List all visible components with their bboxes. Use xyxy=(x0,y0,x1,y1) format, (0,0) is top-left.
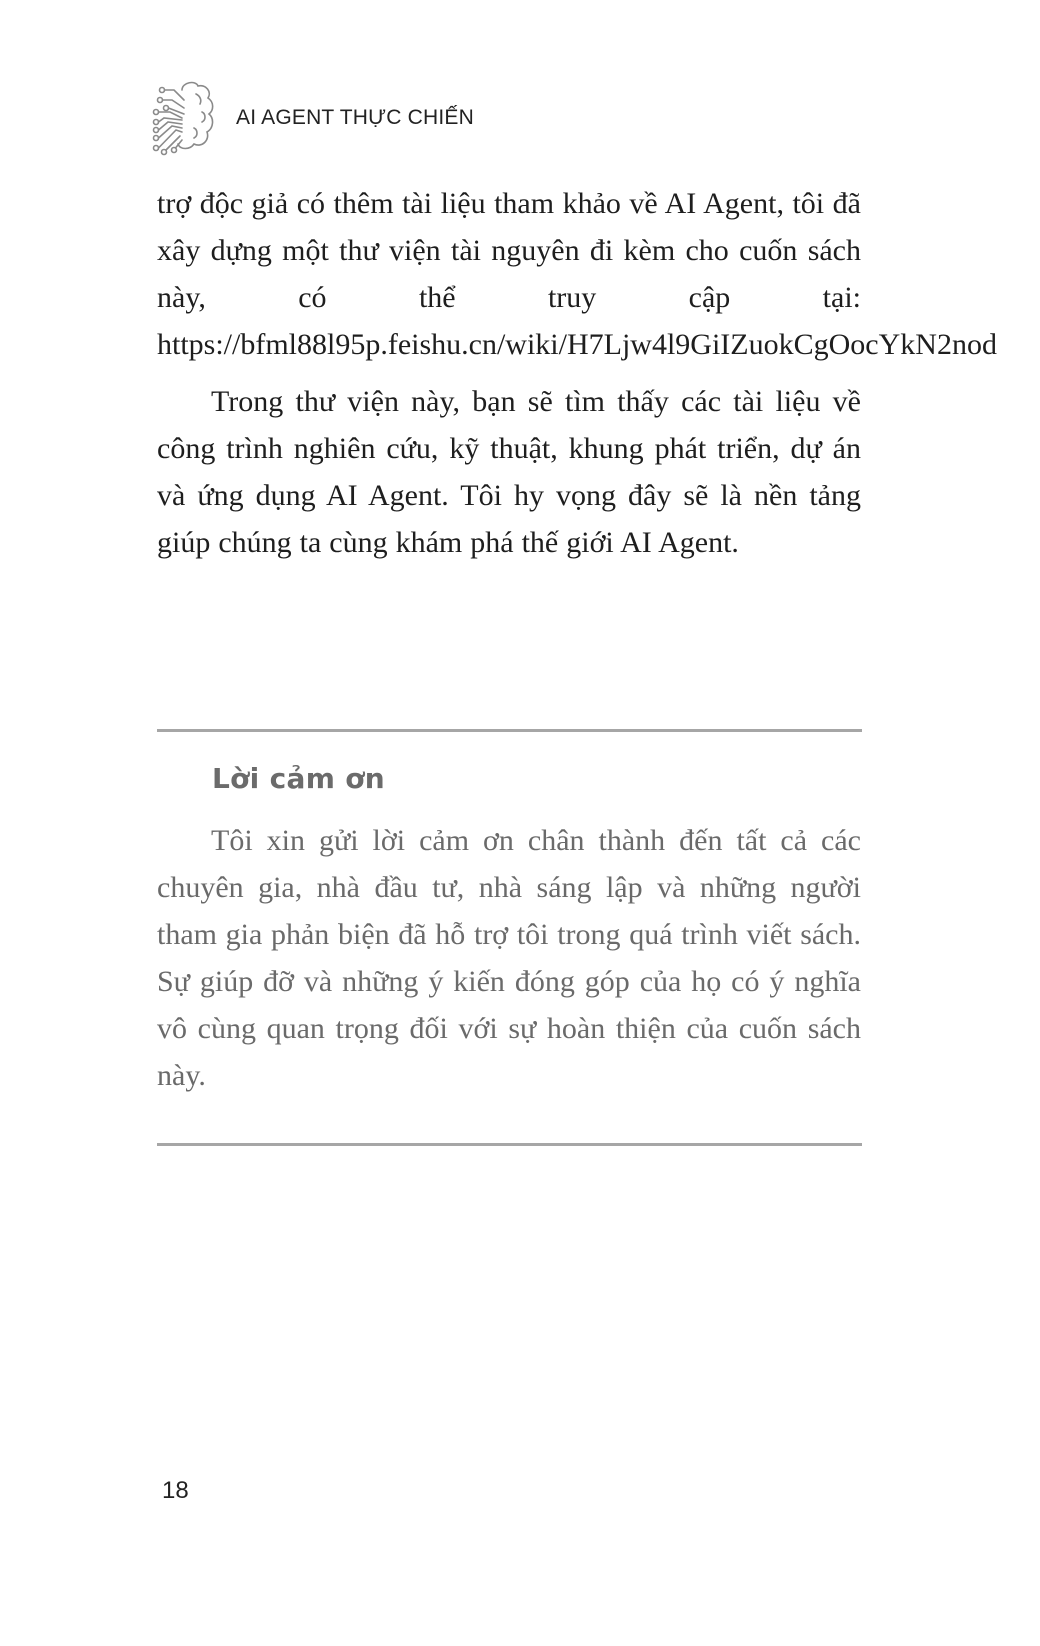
acknowledgement-paragraph: Tôi xin gửi lời cảm ơn chân thành đến tất cả các chuyên gia, nhà đầu tư, nhà sáng lập và những người tham gia phản biện đã hỗ trợ tôi trong quá trình viết sách. Sự giúp đỡ và những ý kiến đóng góp của họ có ý nghĩa vô cùng quan trọng đối với sự hoàn thiện của cuốn sách này. xyxy=(157,824,861,1092)
running-header xyxy=(152,78,474,158)
acknowledgement-heading: Lời cảm ơn xyxy=(212,762,386,795)
body-paragraph-library-contents: Trong thư viện này, bạn sẽ tìm thấy các tài liệu về công trình nghiên cứu, kỹ thuật, khung phát triển, dự án và ứng dụng AI Agent. Tôi hy vọng đây sẽ là nền tảng giúp chúng ta cùng khám phá thế giới AI Agent. xyxy=(157,385,861,559)
brain-circuit-icon xyxy=(152,78,218,158)
page-number: 18 xyxy=(162,1477,189,1504)
box-divider-top xyxy=(157,729,862,732)
body-paragraph-resource-library: trợ độc giả có thêm tài liệu tham khảo về AI Agent, tôi đã xây dựng một thư viện tài nguyên đi kèm cho cuốn sách này, có thể truy cập tại: https://bfml88l95p.feishu.cn/wiki/H7Ljw4l9GiIZuokCgOocYkN2nod xyxy=(157,187,997,361)
running-title: AI AGENT THỰC CHIẾN xyxy=(236,106,474,129)
box-divider-bottom xyxy=(157,1143,862,1146)
